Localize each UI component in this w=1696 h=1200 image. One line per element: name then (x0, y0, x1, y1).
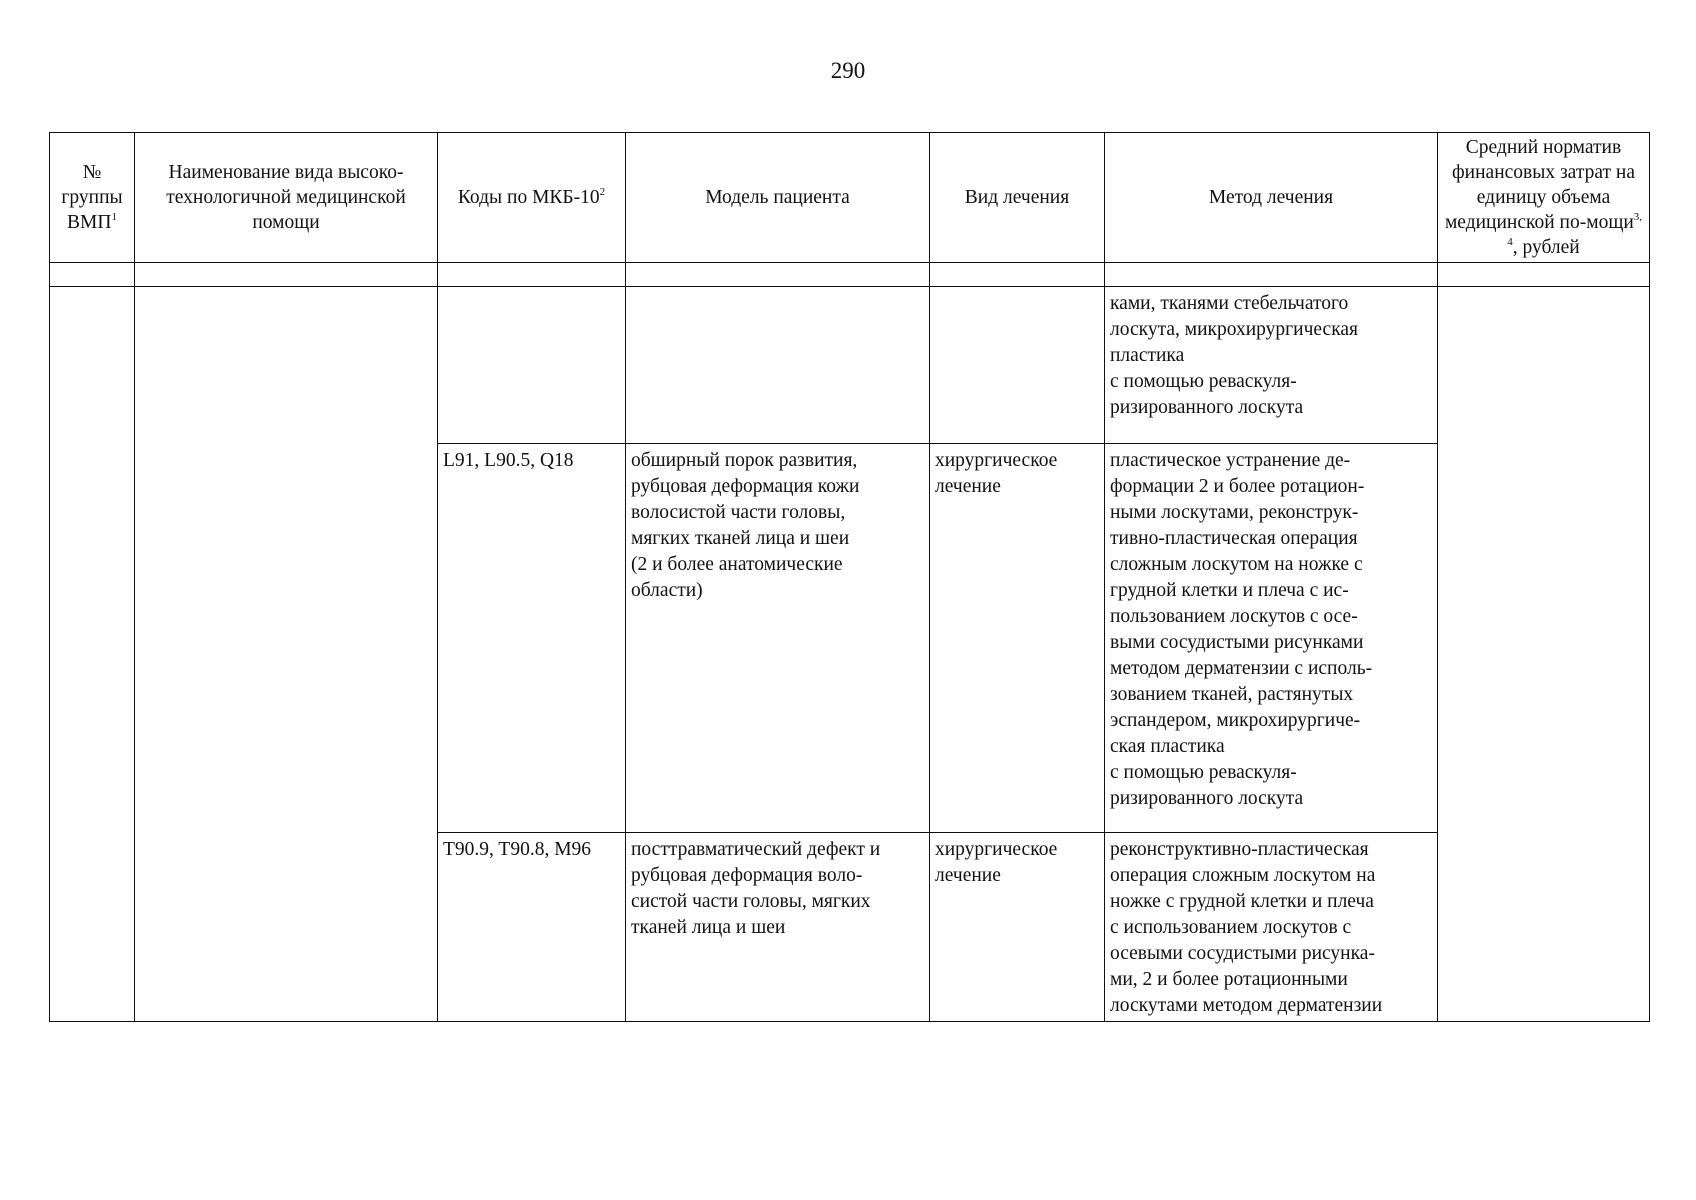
codes-cell: L91, L90.5, Q18 (438, 444, 626, 833)
model-cell: обширный порок развития, рубцовая деформация кожи волосистой части головы, мягких тканей лица и шеи (2 и более анатомические области) (626, 444, 930, 833)
header-group: № группы ВМП$^1$ (50, 133, 135, 263)
header-row (50, 133, 1650, 263)
header-cost: Средний норматив финансовых затрат на единицу объема медицинской по-мощи$^{3, 4}$, рублей (1438, 133, 1650, 263)
method-cell: реконструктивно-пластическая операция сложным лоскутом на ножке с грудной клетки и плеча с использованием лоскутов с осевыми сосудистыми рисунка- ми, 2 и более ротационными лоскутами методом дерматензии (1105, 833, 1438, 1022)
header-codes: Коды по МКБ-$10^2$ (438, 133, 626, 263)
codes-cell (438, 287, 626, 444)
spacer-cell (50, 263, 135, 287)
method-cell: пластическое устранение де- формации 2 и более ротацион- ными лоскутами, реконструк- тивно-пластическая операция сложным лоскутом на ножке с грудной клетки и плеча с ис- пользованием лоскутов с осе- выми сосудистыми рисунками методом дерматензии с исполь- зованием тканей, растянутых эспандером, микрохирургиче- ская пластика с помощью реваскуля- ризированного лоскута (1105, 444, 1438, 833)
cost-cell (1438, 287, 1650, 1022)
table-row (50, 287, 1650, 444)
spacer-cell (626, 263, 930, 287)
spacer-row (50, 263, 1650, 287)
spacer-cell (1438, 263, 1650, 287)
model-cell: посттравматический дефект и рубцовая деформация воло- систой части головы, мягких тканей лица и шеи (626, 833, 930, 1022)
header-treatment-type: Вид лечения (930, 133, 1105, 263)
treatment-type-cell (930, 287, 1105, 444)
header-model: Модель пациента (626, 133, 930, 263)
codes-cell: T90.9, T90.8, M96 (438, 833, 626, 1022)
spacer-cell (135, 263, 438, 287)
treatment-type-cell: хирургическое лечение (930, 444, 1105, 833)
group-cell (50, 287, 135, 1022)
method-cell: ками, тканями стебельчатого лоскута, микрохирургическая пластика с помощью реваскуля- ризированного лоскута (1105, 287, 1438, 444)
spacer-cell (930, 263, 1105, 287)
model-cell (626, 287, 930, 444)
vmp-table (49, 132, 1650, 1022)
spacer-cell (1105, 263, 1438, 287)
treatment-type-cell: хирургическое лечение (930, 833, 1105, 1022)
header-name: Наименование вида высоко-технологичной медицинской помощи (135, 133, 438, 263)
name-cell (135, 287, 438, 1022)
spacer-cell (438, 263, 626, 287)
page-number: 290 (830, 58, 866, 83)
header-method: Метод лечения (1105, 133, 1438, 263)
